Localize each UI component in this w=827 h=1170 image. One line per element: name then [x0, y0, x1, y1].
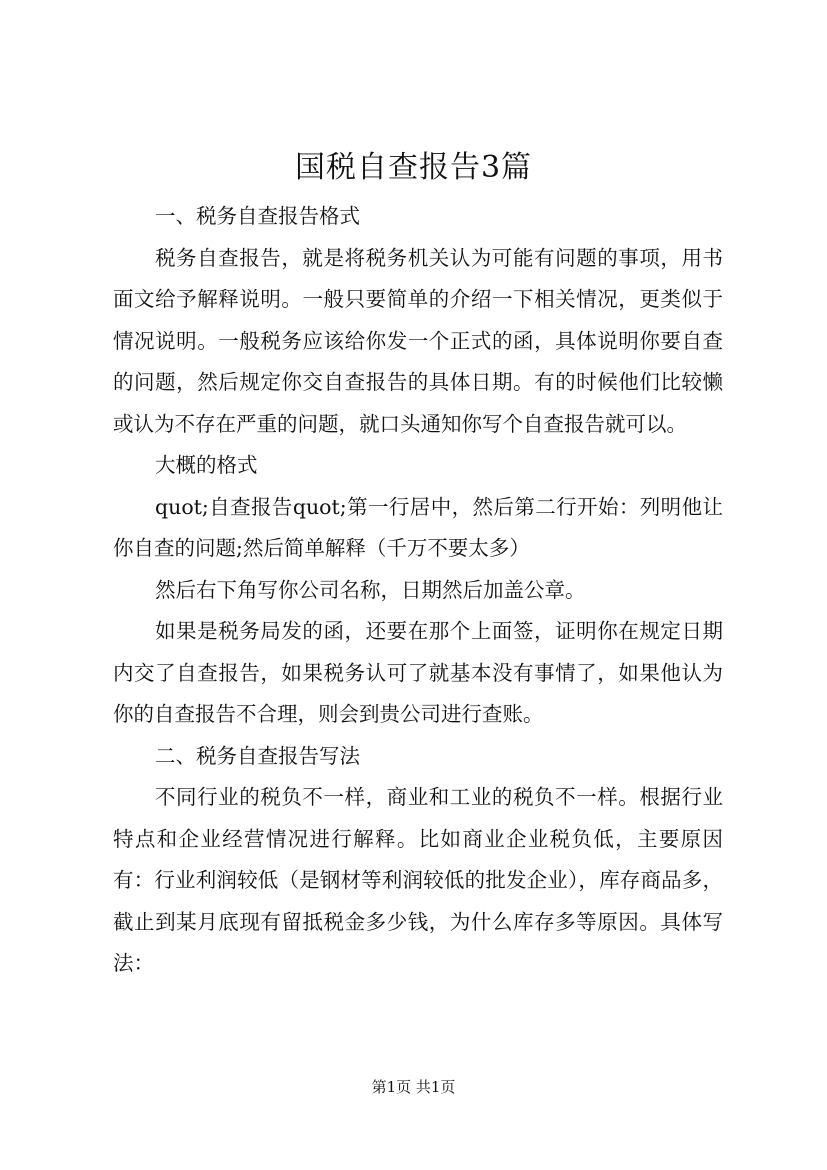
body-paragraph: quot;自查报告quot;第一行居中，然后第二行开始：列明他让你自查的问题;然后简单解释（千万不要太多） [113, 494, 723, 560]
page-number-footer: 第1页 共1页 [371, 1078, 456, 1096]
document-body [113, 196, 723, 985]
section-heading-writing: 二、税务自查报告写法 [155, 743, 360, 768]
body-paragraph: 税务自查报告，就是将税务机关认为可能有问题的事项，用书面文给予解释说明。一般只要简单的介绍一下相关情况，更类似于情况说明。一般税务应该给你发一个正式的函，具体说明你要自查的问题，然后规定你交自查报告的具体日期。有的时候他们比较懒或认为不存在严重的问题，就口头通知你写个自查报告就可以。 [113, 245, 723, 436]
body-paragraph: 不同行业的税负不一样，商业和工业的税负不一样。根据行业特点和企业经营情况进行解释。比如商业企业税负低，主要原因有：行业利润较低（是钢材等利润较低的批发企业），库存商品多，截止到某月底现有留抵税金多少钱，为什么库存多等原因。具体写法： [113, 785, 723, 975]
subheading-format: 大概的格式 [155, 453, 258, 477]
section-heading-format: 一、税务自查报告格式 [155, 204, 360, 228]
document-title: 国税自查报告3篇 [294, 150, 533, 185]
body-paragraph: 然后右下角写你公司名称，日期然后加盖公章。 [155, 577, 586, 602]
body-paragraph: 如果是税务局发的函，还要在那个上面签，证明你在规定日期内交了自查报告，如果税务认可了就基本没有事情了，如果他认为你的自查报告不合理，则会到贵公司进行查账。 [113, 619, 723, 726]
